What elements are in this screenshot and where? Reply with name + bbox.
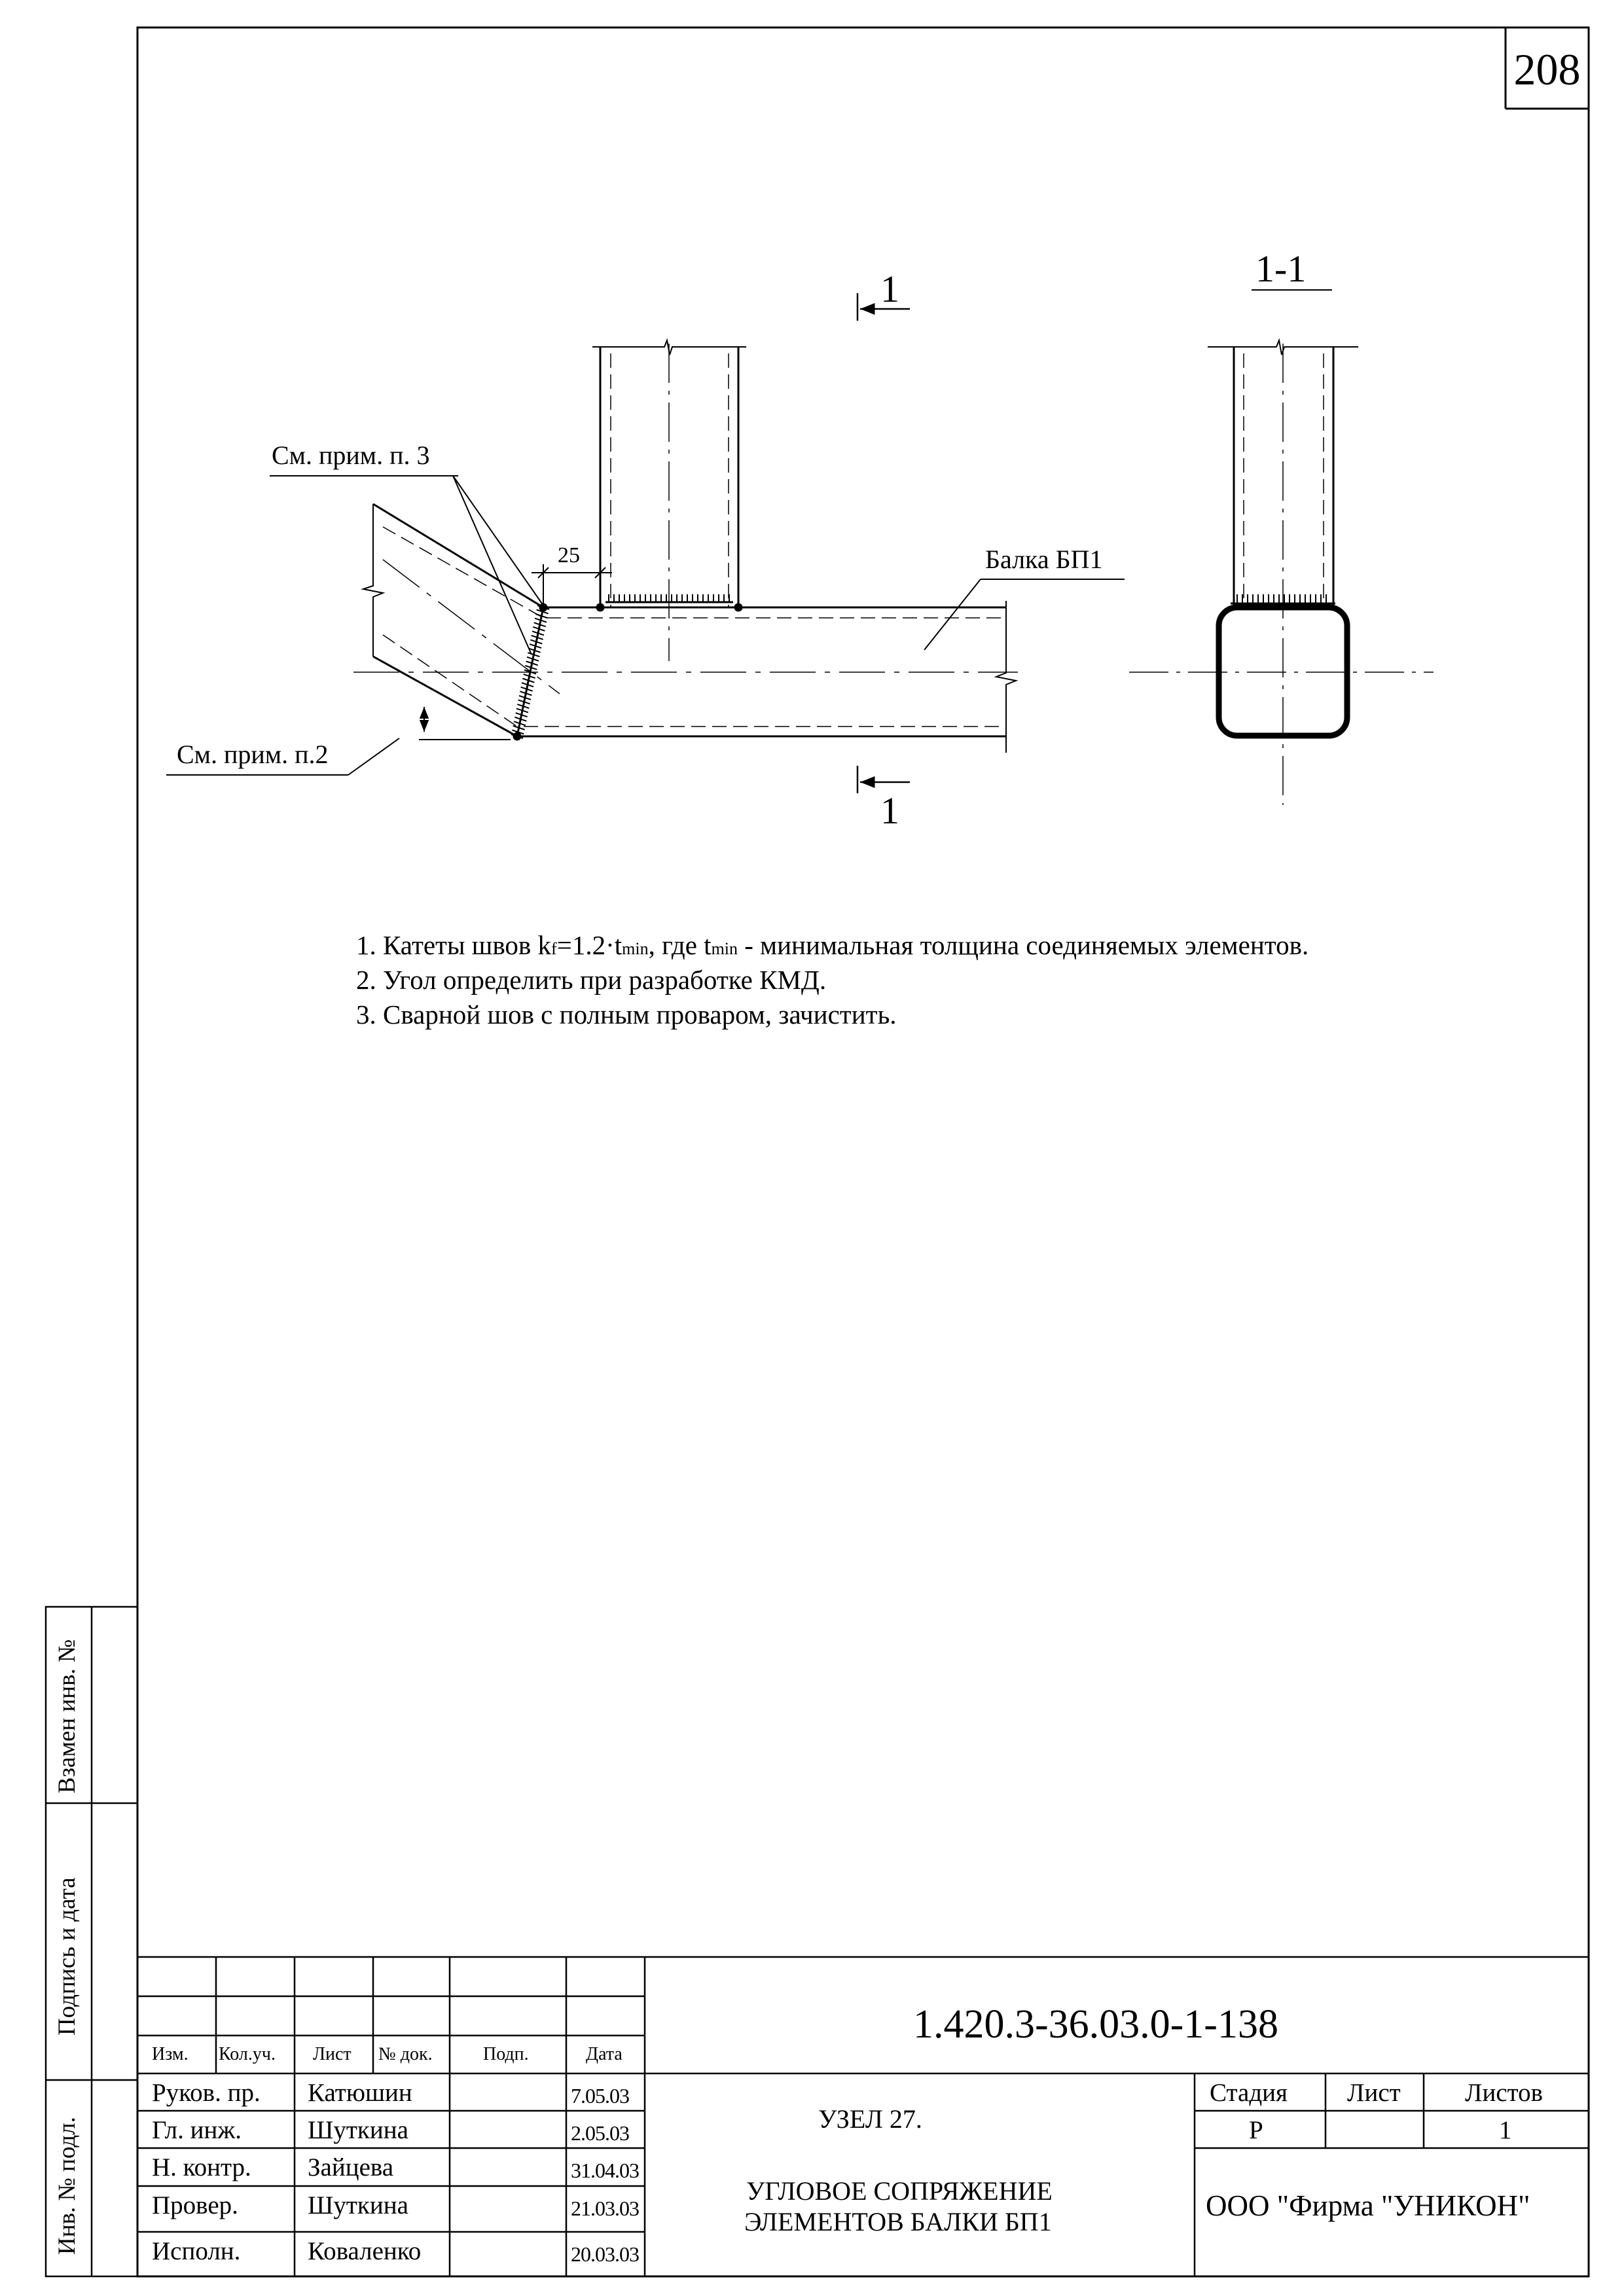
document-code: 1.420.3-36.03.0-1-138 [913, 2002, 1278, 2047]
leader-lines [166, 476, 1125, 775]
note-2: 2. Угол определить при разработке КМД. [356, 965, 827, 995]
note-1 [356, 932, 1308, 959]
stamp-sign-date: Подпись и дата [54, 1877, 81, 2036]
row5-date: 20.03.03 [571, 2242, 639, 2266]
row2-name: Шуткина [308, 2116, 408, 2144]
row3-date: 31.04.03 [571, 2159, 639, 2182]
sheet-header: Лист [1347, 2079, 1401, 2107]
inclined-beam [363, 504, 560, 736]
note-1-part-c: , где t [648, 930, 712, 960]
beam-label: Балка БП1 [985, 545, 1103, 574]
note-3: 3. Сварной шов с полным проваром, зачистить. [356, 999, 897, 1030]
angle-dimension [419, 707, 511, 740]
row4-role: Провер. [152, 2191, 238, 2219]
row3-role: Н. контр. [152, 2153, 251, 2181]
header-date: Дата [586, 2044, 623, 2064]
row1-role: Руков. пр. [152, 2079, 261, 2107]
vertical-post [592, 340, 746, 661]
row1-name: Катюшин [308, 2079, 412, 2107]
note-1-part-a: 1. Катеты швов k [356, 930, 552, 960]
note-1-sub-f: f [551, 939, 557, 958]
row3-name: Зайцева [308, 2153, 394, 2181]
section-cut-marks [857, 293, 910, 793]
stage-header: Стадия [1210, 2079, 1288, 2107]
note-1-part-b: =1.2·t [556, 930, 623, 960]
row5-role: Исполн. [152, 2237, 241, 2265]
sheet-frame [137, 27, 1589, 2276]
row1-date: 7.05.03 [571, 2084, 629, 2108]
stamp-replaced-inv: Взамен инв. № [54, 1639, 81, 1793]
header-signature: Подп. [483, 2044, 529, 2064]
header-qty: Кол.уч. [219, 2044, 276, 2064]
drawing-title-line1: УГЛОВОЕ СОПРЯЖЕНИЕ [746, 2176, 1053, 2206]
sheets-header: Листов [1465, 2079, 1543, 2107]
drawing-title-line2: ЭЛЕМЕНТОВ БАЛКИ БП1 [744, 2207, 1052, 2236]
node-title: УЗЕЛ 27. [818, 2104, 922, 2134]
row4-name: Шуткина [308, 2191, 408, 2219]
row4-date: 21.03.03 [571, 2197, 639, 2220]
row2-date: 2.05.03 [571, 2121, 629, 2145]
section-title: 1-1 [1255, 247, 1307, 290]
header-change: Изм. [152, 2044, 189, 2064]
note-1-sub-min2: min [711, 939, 738, 958]
note-1-part-d: - минимальная толщина соединяемых элементов. [738, 930, 1309, 960]
section-mark-top: 1 [880, 268, 899, 310]
sheets-value: 1 [1499, 2116, 1512, 2144]
header-sheet: Лист [313, 2044, 352, 2064]
node-elevation-view [166, 293, 1125, 793]
section-mark-bottom: 1 [880, 789, 899, 832]
stage-value: Р [1249, 2116, 1263, 2144]
header-doc-no: № док. [378, 2044, 433, 2064]
note3-reference-label: См. прим. п. 3 [272, 440, 430, 470]
horizontal-beam [353, 601, 1018, 753]
dimension-25-label: 25 [558, 543, 580, 567]
note-1-sub-min1: min [622, 939, 649, 958]
row5-name: Коваленко [308, 2237, 422, 2265]
section-1-1-view [1129, 290, 1434, 805]
stamp-inv-original: Инв. № подл. [54, 2117, 81, 2255]
organization-name: ООО "Фирма "УНИКОН" [1206, 2189, 1530, 2222]
note2-reference-label: См. прим. п.2 [177, 740, 329, 769]
row2-role: Гл. инж. [152, 2116, 242, 2144]
sheet-number: 208 [1513, 45, 1581, 94]
